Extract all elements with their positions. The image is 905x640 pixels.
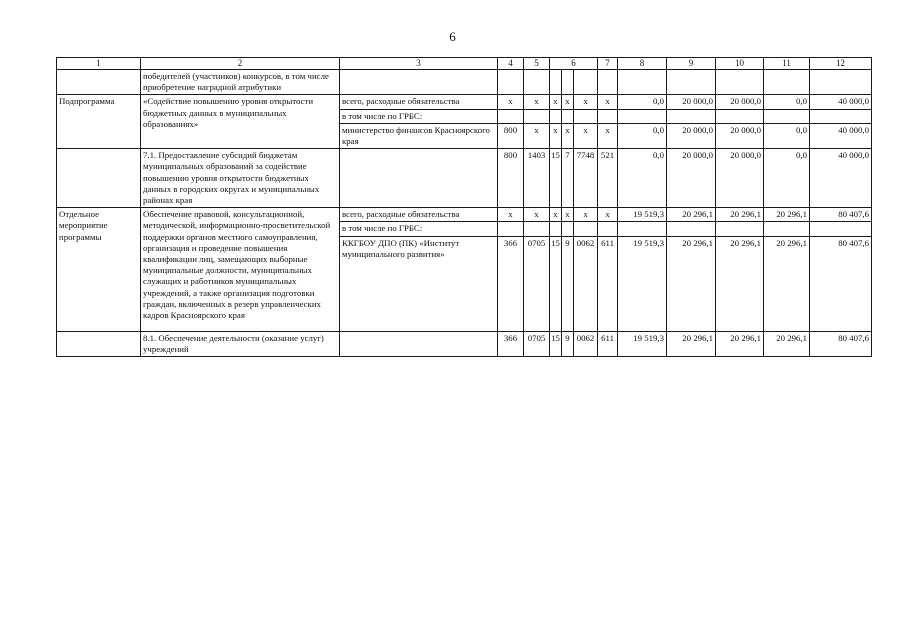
cell-value: 20 296,1 — [667, 331, 716, 356]
cell — [562, 222, 574, 236]
table-row — [57, 70, 872, 95]
cell-code: 0705 — [524, 236, 550, 331]
cell — [716, 70, 764, 95]
cell-value: 20 296,1 — [667, 208, 716, 222]
cell-grbs: министерство финансов Красноярского края — [340, 123, 498, 148]
cell-value: 80 407,6 — [810, 208, 872, 222]
cell — [667, 70, 716, 95]
cell — [524, 109, 550, 123]
cell — [340, 331, 498, 356]
cell-code: 366 — [498, 331, 524, 356]
cell-code: х — [550, 123, 562, 148]
cell — [764, 109, 810, 123]
cell-code: 7 — [562, 149, 574, 208]
budget-table — [56, 57, 872, 357]
cell-grbs: в том числе по ГРБС: — [340, 222, 498, 236]
cell-code: х — [524, 95, 550, 109]
header-cell: 3 — [340, 58, 498, 70]
cell-value: 80 407,6 — [810, 331, 872, 356]
header-cell: 5 — [524, 58, 550, 70]
cell — [574, 222, 598, 236]
page-number: 6 — [449, 29, 456, 44]
cell-code: х — [498, 95, 524, 109]
header-cell: 9 — [667, 58, 716, 70]
cell — [57, 331, 141, 356]
table-row — [57, 208, 872, 222]
cell-value: 0,0 — [618, 123, 667, 148]
cell-description: «Содействие повышению уровня открытости бюджетных данных в муниципальных образованиях» — [141, 95, 340, 149]
cell-value: 20 000,0 — [667, 123, 716, 148]
cell-status: Отдельное мероприятие программы — [57, 208, 141, 331]
cell — [667, 222, 716, 236]
cell-code: 800 — [498, 123, 524, 148]
cell-description: 8.1. Обеспечение деятельности (оказание услуг) учреждений — [141, 331, 340, 356]
cell — [498, 109, 524, 123]
cell-code: 15 — [550, 236, 562, 331]
cell — [764, 70, 810, 95]
cell — [550, 109, 562, 123]
cell-code: 15 — [550, 149, 562, 208]
cell-description: 7.1. Предоставление субсидий бюджетам муниципальных образований за содействие повышению уровня открытости бюджетных данных в городских округах и муниципальных районах края — [141, 149, 340, 208]
cell — [498, 70, 524, 95]
cell-code: х — [498, 208, 524, 222]
cell-value: 20 296,1 — [667, 236, 716, 331]
cell-value: 20 000,0 — [716, 95, 764, 109]
cell — [764, 222, 810, 236]
cell-code: х — [574, 123, 598, 148]
cell — [716, 222, 764, 236]
cell-description: победителей (участников) конкурсов, в том числе приобретение наградной атрибутики — [141, 70, 340, 95]
cell — [562, 70, 574, 95]
cell — [598, 222, 618, 236]
cell — [618, 70, 667, 95]
cell — [810, 109, 872, 123]
header-row — [57, 58, 872, 70]
cell-code: х — [524, 208, 550, 222]
cell — [618, 222, 667, 236]
cell-code: х — [598, 208, 618, 222]
cell-value: 0,0 — [618, 95, 667, 109]
cell-code: х — [550, 95, 562, 109]
cell-value: 20 000,0 — [667, 95, 716, 109]
cell-code: 611 — [598, 331, 618, 356]
cell-value: 0,0 — [764, 95, 810, 109]
cell-grbs: в том числе по ГРБС: — [340, 109, 498, 123]
cell-value: 20 296,1 — [764, 331, 810, 356]
header-cell: 7 — [598, 58, 618, 70]
cell-value: 19 519,3 — [618, 331, 667, 356]
header-cell: 6 — [550, 58, 598, 70]
cell-value: 20 000,0 — [667, 149, 716, 208]
cell-grbs: ККГБОУ ДПО (ПК) «Институт муниципального развития» — [340, 236, 498, 331]
cell-value: 20 000,0 — [716, 123, 764, 148]
cell-status: Подпрограмма — [57, 95, 141, 149]
cell-code: 800 — [498, 149, 524, 208]
cell-value: 20 296,1 — [716, 331, 764, 356]
header-cell: 8 — [618, 58, 667, 70]
cell — [57, 149, 141, 208]
cell — [667, 109, 716, 123]
cell-code: х — [598, 95, 618, 109]
cell-code: х — [550, 208, 562, 222]
cell-code: 9 — [562, 236, 574, 331]
cell-code: 1403 — [524, 149, 550, 208]
cell-value: 19 519,3 — [618, 208, 667, 222]
cell-code: 7748 — [574, 149, 598, 208]
cell-code: 0705 — [524, 331, 550, 356]
cell — [562, 109, 574, 123]
cell — [810, 70, 872, 95]
cell-value: 20 296,1 — [716, 236, 764, 331]
cell-value: 0,0 — [764, 123, 810, 148]
cell — [498, 222, 524, 236]
table-row — [57, 95, 872, 109]
header-cell: 12 — [810, 58, 872, 70]
cell — [618, 109, 667, 123]
cell-grbs: всего, расходные обязательства — [340, 208, 498, 222]
cell-code: 366 — [498, 236, 524, 331]
cell — [810, 222, 872, 236]
cell-value: 40 000,0 — [810, 149, 872, 208]
cell — [574, 70, 598, 95]
cell — [524, 222, 550, 236]
cell-value: 40 000,0 — [810, 123, 872, 148]
cell-value: 40 000,0 — [810, 95, 872, 109]
cell — [340, 70, 498, 95]
cell-code: 15 — [550, 331, 562, 356]
header-cell: 2 — [141, 58, 340, 70]
cell-code: х — [524, 123, 550, 148]
cell — [340, 149, 498, 208]
cell — [598, 70, 618, 95]
cell-grbs: всего, расходные обязательства — [340, 95, 498, 109]
cell-code: 9 — [562, 331, 574, 356]
header-cell: 11 — [764, 58, 810, 70]
cell-code: 0062 — [574, 236, 598, 331]
cell-code: х — [598, 123, 618, 148]
cell — [574, 109, 598, 123]
cell-code: х — [574, 95, 598, 109]
cell-value: 80 407,6 — [810, 236, 872, 331]
cell-description: Обеспечение правовой, консультационной, методической, информационно-просветительской поддержки органов местного самоуправления, организация и проведение повышения квалификации лиц, замещающих выборные муниципальные должности, муниципальных служащих и работников муниципальных учреждений, а также организация подготовки граждан, включенных в резерв управленческих кадров Красноярского края — [141, 208, 340, 331]
cell-code: х — [574, 208, 598, 222]
table-row — [57, 149, 872, 208]
cell — [524, 70, 550, 95]
cell-value: 0,0 — [764, 149, 810, 208]
header-cell: 1 — [57, 58, 141, 70]
cell-value: 20 000,0 — [716, 149, 764, 208]
cell-value: 20 296,1 — [764, 208, 810, 222]
cell-code: 611 — [598, 236, 618, 331]
cell-code: х — [562, 208, 574, 222]
cell-value: 20 296,1 — [716, 208, 764, 222]
cell-code: 0062 — [574, 331, 598, 356]
cell — [598, 109, 618, 123]
cell-value: 20 296,1 — [764, 236, 810, 331]
header-cell: 10 — [716, 58, 764, 70]
cell — [550, 222, 562, 236]
cell-value: 0,0 — [618, 149, 667, 208]
cell — [716, 109, 764, 123]
cell — [550, 70, 562, 95]
cell-code: 521 — [598, 149, 618, 208]
table-row — [57, 331, 872, 356]
cell-value: 19 519,3 — [618, 236, 667, 331]
cell-code: х — [562, 123, 574, 148]
cell-code: х — [562, 95, 574, 109]
cell — [57, 70, 141, 95]
header-cell: 4 — [498, 58, 524, 70]
